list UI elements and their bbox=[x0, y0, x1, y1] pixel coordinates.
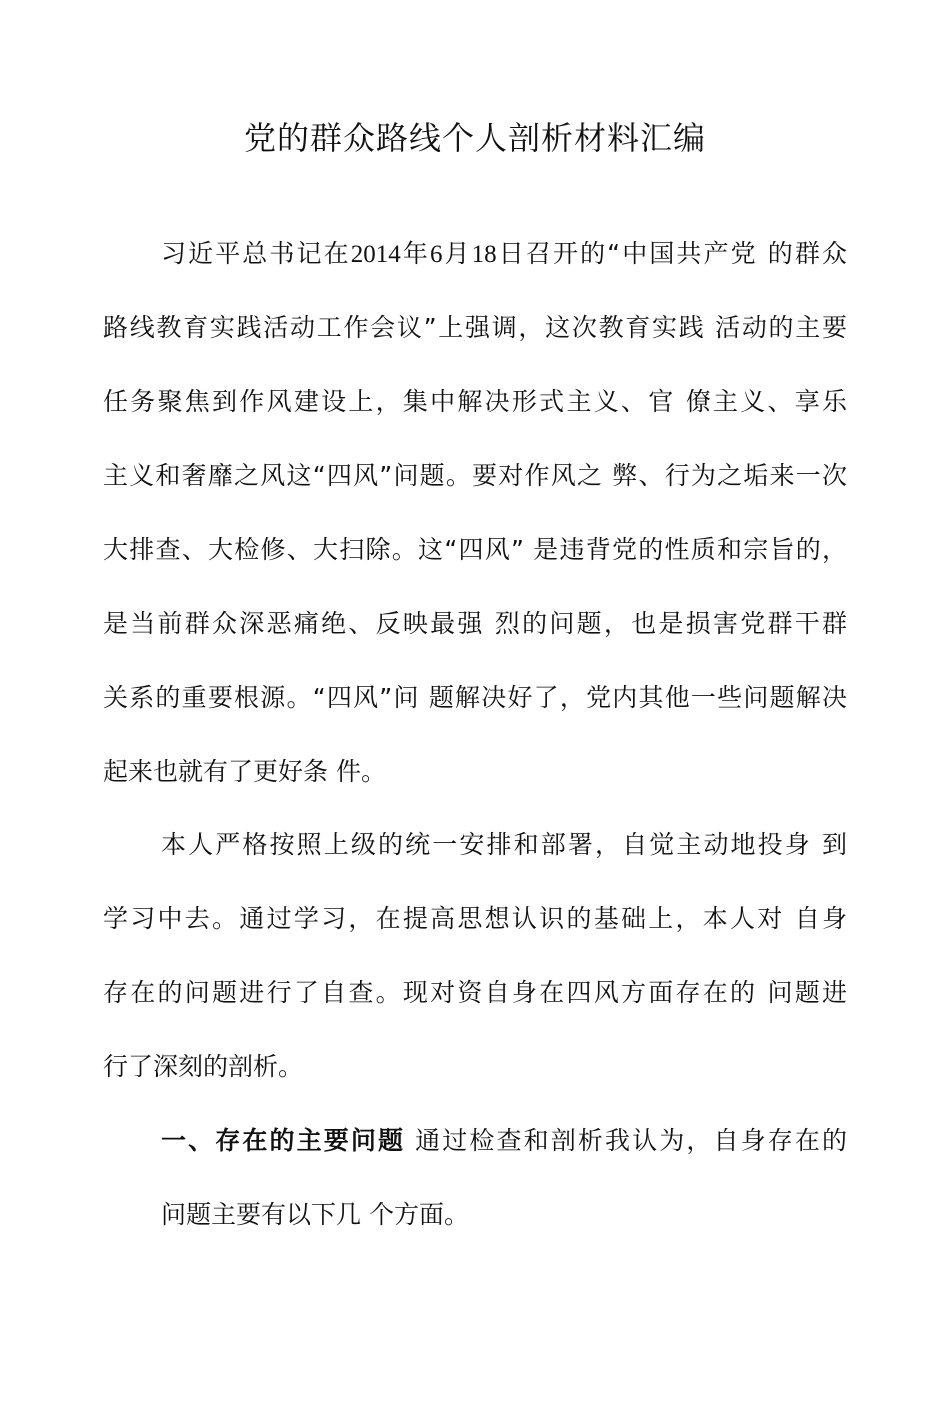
paragraph-2-line-1: 本人严格按照上级的统一安排和部署，自觉主动地投身 到 bbox=[161, 830, 847, 859]
paragraph-1-line-7: 关系的重要根源。“四风”问 题解决好了，党内其他一些问题解决 bbox=[103, 683, 847, 712]
text-segment: 习近平总书记在 bbox=[161, 239, 351, 268]
paragraph-2 bbox=[103, 808, 847, 1104]
text-segment: 月 bbox=[442, 239, 472, 268]
paragraph-3-line-2: 问题主要有以下几 个方面。 bbox=[161, 1200, 469, 1229]
paragraph-3-line-1 bbox=[103, 1104, 847, 1178]
paragraph-1-line-6: 是当前群众深恶痛绝、反映最强 烈的问题，也是损害党群干群 bbox=[103, 609, 847, 638]
year-number: 2014 bbox=[350, 241, 401, 268]
month-number: 6 bbox=[429, 241, 443, 268]
paragraph-2-line-3: 存在的问题进行了自查。现对资自身在四风方面存在的 问题进 bbox=[103, 978, 847, 1007]
text-segment: 通过检查和剖析我认为，自身存在的 bbox=[405, 1126, 847, 1155]
paragraph-1-line-4: 主义和奢靡之风这“四风”问题。要对作风之 弊、行为之垢来一次 bbox=[103, 461, 847, 490]
section-heading: 一、存在的主要问题 bbox=[161, 1126, 406, 1155]
paragraph-1-line-8: 起来也就有了更好条 件。 bbox=[103, 757, 386, 786]
text-segment: 年 bbox=[400, 239, 430, 268]
paragraph-1-line-2: 路线教育实践活动工作会议”上强调，这次教育实践 活动的主要 bbox=[103, 313, 847, 342]
paragraph-1-line-3: 任务聚焦到作风建设上，集中解决形式主义、官 僚主义、享乐 bbox=[103, 387, 847, 416]
day-number: 18 bbox=[471, 241, 497, 268]
text-segment: 日召开的“中国共产党 的群众 bbox=[496, 239, 847, 268]
paragraph-1 bbox=[103, 217, 847, 809]
paragraph-1-line-1 bbox=[103, 217, 847, 291]
paragraph-3 bbox=[103, 1104, 847, 1252]
paragraph-2-line-4: 行了深刻的剖析。 bbox=[103, 1052, 304, 1081]
document-title: 党的群众路线个人剖析材料汇编 bbox=[243, 119, 706, 157]
paragraph-2-line-2: 学习中去。通过学习，在提高思想认识的基础上，本人对 自身 bbox=[103, 904, 847, 933]
paragraph-1-line-5: 大排查、大检修、大扫除。这“四风” 是违背党的性质和宗旨的， bbox=[103, 535, 847, 564]
